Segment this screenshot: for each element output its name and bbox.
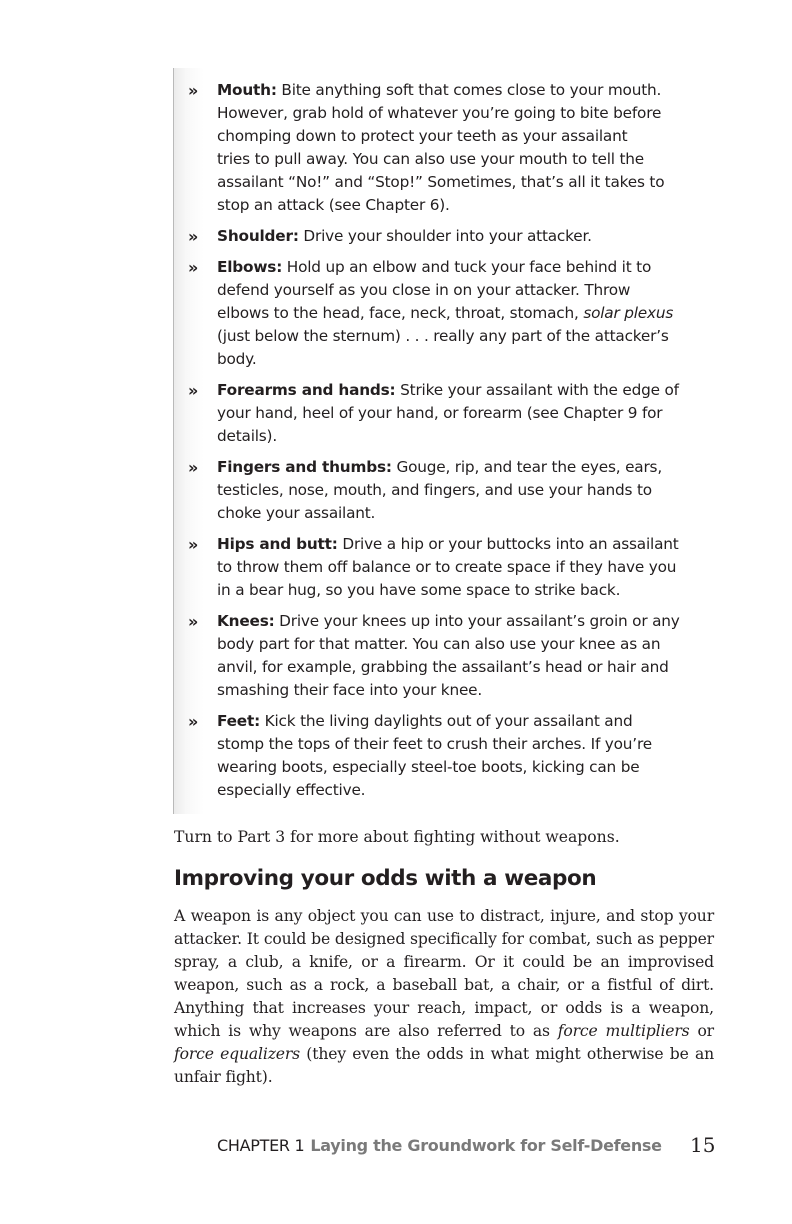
bullet-line: (just below the sternum) . . . really any part of the attacker’s xyxy=(217,327,669,345)
bullet-term: Elbows: xyxy=(217,258,283,276)
double-chevron-icon: » xyxy=(188,258,196,277)
bullet-line: testicles, nose, mouth, and fingers, and use your hands to xyxy=(217,481,652,499)
bullet-term: Fingers and thumbs: xyxy=(217,458,392,476)
bullet-line: especially effective. xyxy=(217,781,366,799)
bullet-line: stomp the tops of their feet to crush their arches. If you’re xyxy=(217,735,652,753)
bullet-line: body. xyxy=(217,350,257,368)
double-chevron-icon: » xyxy=(188,712,196,731)
bullet-text xyxy=(217,710,687,802)
double-chevron-icon: » xyxy=(188,535,196,554)
bullet-line: Strike your assailant with the edge of xyxy=(395,381,679,399)
bullet-term: Hips and butt: xyxy=(217,535,338,553)
bullet-line: Hold up an elbow and tuck your face behind it to xyxy=(282,258,652,276)
bullet-text xyxy=(217,610,687,702)
double-chevron-icon: » xyxy=(188,458,196,477)
bullet-term: Knees: xyxy=(217,612,275,630)
bullet-line: in a bear hug, so you have some space to strike back. xyxy=(217,581,621,599)
section-heading: Improving your odds with a weapon xyxy=(174,866,597,891)
bullet-text xyxy=(217,79,687,217)
bullet-text xyxy=(217,456,687,525)
bullet-line: Bite anything soft that comes close to your mouth. xyxy=(276,81,662,99)
cross-reference-paragraph: Turn to Part 3 for more about fighting without weapons. xyxy=(174,828,620,846)
bullet-line: Drive your knees up into your assailant’s groin or any xyxy=(274,612,680,630)
double-chevron-icon: » xyxy=(188,81,196,100)
body-text: or xyxy=(689,1022,714,1040)
bullet-line: Kick the living daylights out of your assailant and xyxy=(260,712,633,730)
body-paragraph xyxy=(174,905,714,1089)
bullet-line: body part for that matter. You can also use your knee as an xyxy=(217,635,661,653)
bullet-line: wearing boots, especially steel-toe boots, kicking can be xyxy=(217,758,640,776)
body-text: (they even the odds in what might otherwise be an unfair fight). xyxy=(174,1045,714,1086)
bullet-list-box xyxy=(173,68,693,814)
bullet-text xyxy=(217,225,687,248)
bullet-line: smashing their face into your knee. xyxy=(217,681,483,699)
bullet-line: chomping down to protect your teeth as your assailant xyxy=(217,127,628,145)
double-chevron-icon: » xyxy=(188,227,196,246)
footer-chapter-label: CHAPTER 1 xyxy=(217,1136,305,1155)
footer-chapter-title: Laying the Groundwork for Self-Defense xyxy=(310,1136,662,1155)
bullet-line: Drive your shoulder into your attacker. xyxy=(298,227,592,245)
page-number: 15 xyxy=(690,1133,716,1157)
double-chevron-icon: » xyxy=(188,381,196,400)
bullet-line: However, grab hold of whatever you’re going to bite before xyxy=(217,104,662,122)
italic-term: force multipliers xyxy=(557,1022,690,1040)
bullet-line: defend yourself as you close in on your attacker. Throw xyxy=(217,281,631,299)
italic-term: force equalizers xyxy=(174,1045,301,1063)
body-text: A weapon is any object you can use to distract, injure, and stop your attacker. It could be designed specifically for combat, such as pepper spray, a club, a knife, or a firearm. Or it could be an improvised weapon, such as a rock, a baseball bat, a chair, or a fistful of dirt. Anything that increases your reach, impact, or odds is a weapon, which is why weapons are also referred to as xyxy=(174,907,714,1040)
bullet-line: tries to pull away. You can also use your mouth to tell the xyxy=(217,150,645,168)
bullet-term: Feet: xyxy=(217,712,261,730)
bullet-line: to throw them off balance or to create space if they have you xyxy=(217,558,677,576)
bullet-term: Forearms and hands: xyxy=(217,381,396,399)
running-footer xyxy=(217,1133,662,1159)
bullet-line: Gouge, rip, and tear the eyes, ears, xyxy=(391,458,662,476)
bullet-line: anvil, for example, grabbing the assailant’s head or hair and xyxy=(217,658,669,676)
bullet-line: your hand, heel of your hand, or forearm (see Chapter 9 for xyxy=(217,404,663,422)
bullet-text xyxy=(217,379,687,448)
bullet-line: stop an attack (see Chapter 6). xyxy=(217,196,450,214)
bullet-text xyxy=(217,256,687,371)
double-chevron-icon: » xyxy=(188,612,196,631)
bullet-line: details). xyxy=(217,427,277,445)
bullet-term: Shoulder: xyxy=(217,227,299,245)
bullet-term: Mouth: xyxy=(217,81,277,99)
bullet-line: elbows to the head, face, neck, throat, stomach, xyxy=(217,304,584,322)
bullet-line: choke your assailant. xyxy=(217,504,376,522)
italic-term: solar plexus xyxy=(583,304,674,322)
bullet-line: Drive a hip or your buttocks into an assailant xyxy=(337,535,679,553)
bullet-line: assailant “No!” and “Stop!” Sometimes, that’s all it takes to xyxy=(217,173,665,191)
bullet-text xyxy=(217,533,687,602)
